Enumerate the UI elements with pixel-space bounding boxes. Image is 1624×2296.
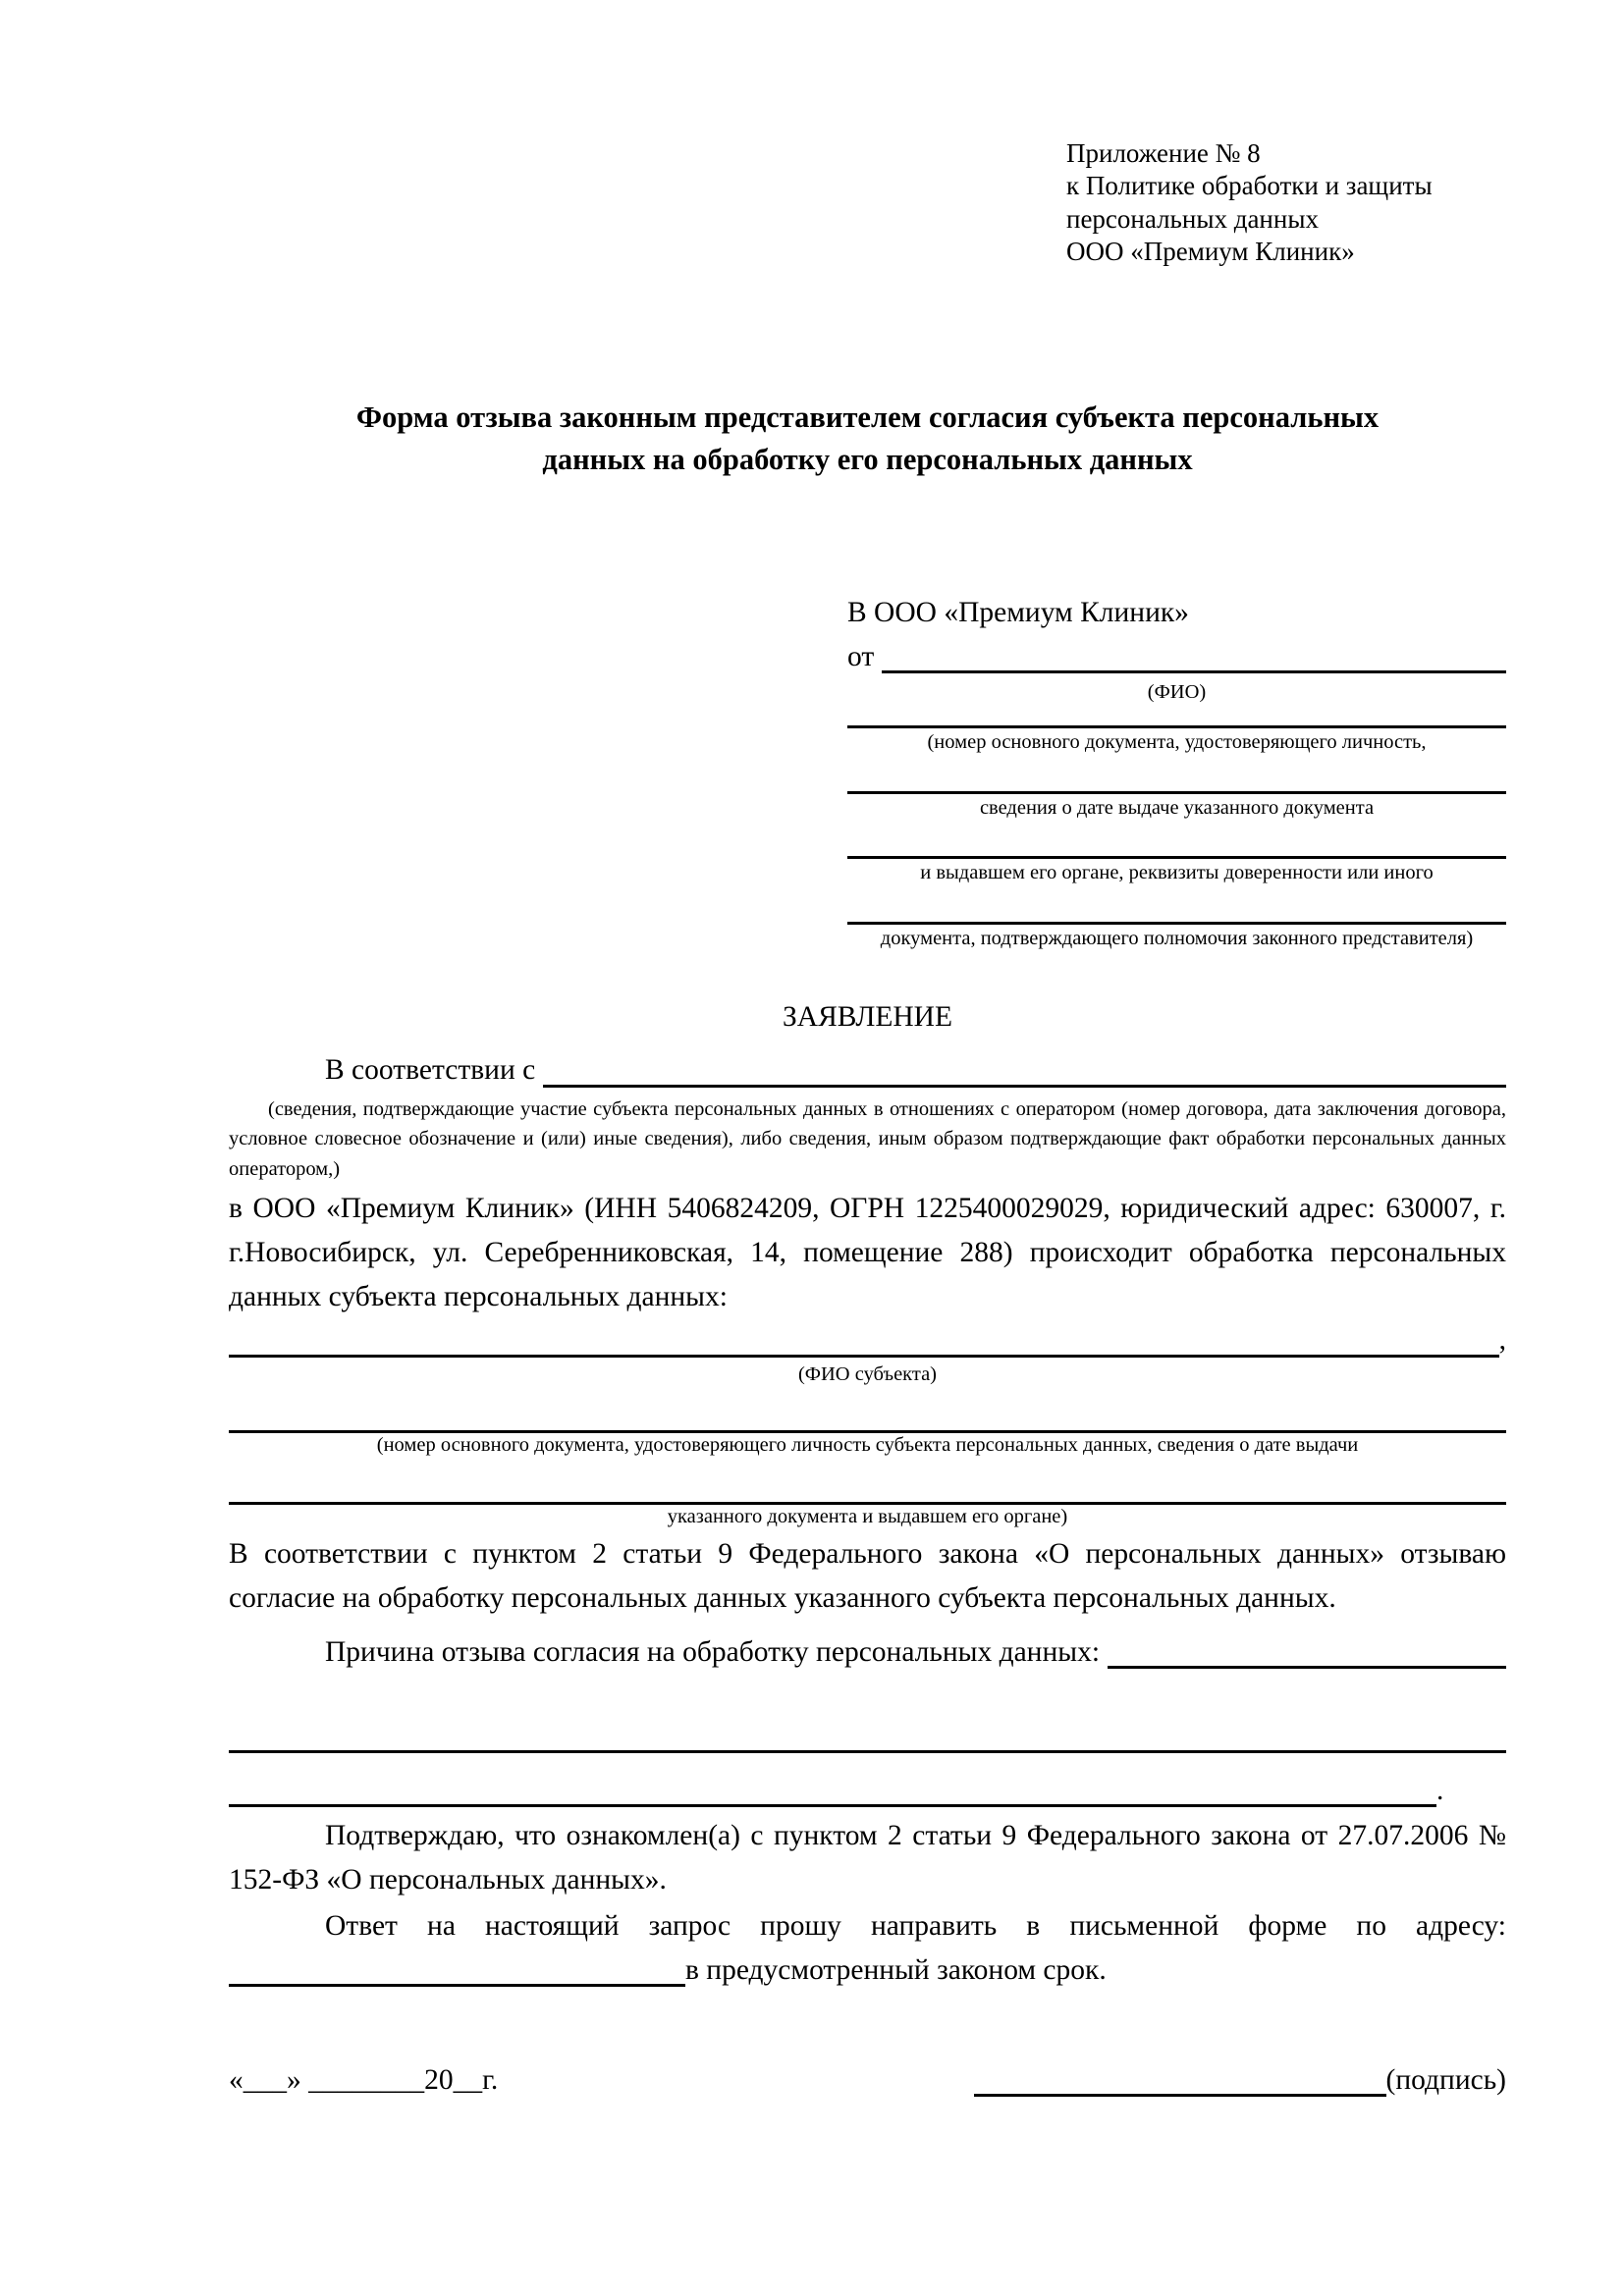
reply-suffix: в предусмотренный законом срок. [685,1953,1107,1986]
accordance-note: (сведения, подтверждающие участие субъекта персональных данных в отношениях с оператором (номер договора, дата заключения договора, условное словесное обозначение и (или) иные сведения), либо сведения, иным образом подтверждающие факт обработки персональных данных оператором,) [229,1097,1506,1181]
blank-line-doc-1 [847,706,1506,728]
appendix-line: ООО «Премиум Клиник» [1066,237,1355,267]
reason-blank-line-3 [229,1804,1436,1807]
accordance-blank-line [543,1085,1506,1088]
blank-line-doc-3 [847,821,1506,859]
from-blank-line [882,670,1506,673]
fio-caption: (ФИО) [1147,680,1207,703]
blank-line-doc-4 [847,886,1506,925]
from-label: от [847,640,875,672]
doc-caption-2: сведения о дате выдаче указанного документа [979,796,1375,819]
reason-label: Причина отзыва согласия на обработку персональных данных: [325,1635,1101,1668]
subject-fio-row [229,1318,1506,1362]
from-row [847,635,1506,678]
signature-caption: (подпись) [1385,2063,1506,2096]
appendix-line: Приложение № 8 [1066,138,1261,168]
subject-fio-blank-line [229,1355,1499,1358]
subject-doc-blank-line-1 [229,1387,1506,1433]
doc-caption-4: документа, подтверждающего полномочия законного представителя) [880,928,1474,950]
appendix-line: персональных данных [1066,203,1319,234]
form-title: Форма отзыва законным представителем согласия субъекта персональных данных на обработку его персональных данных [355,400,1380,477]
trailing-period: . [1436,1774,1444,1806]
doc-caption-1: (номер основного документа, удостоверяющего личность, [927,730,1427,753]
appendix-line: к Политике обработки и защиты [1066,171,1433,201]
subject-doc-caption-2: указанного документа и выдавшем его органе) [667,1506,1068,1528]
reason-blank-line-2 [229,1707,1506,1753]
reason-row [229,1630,1506,1674]
addressee-block [847,591,1506,952]
footer-row [229,2058,1506,2102]
reply-address-blank-line [229,1984,685,1987]
appendix-block [1066,137,1506,269]
reply-paragraph: Ответ на настоящий запрос прошу направить в письменной форме по адресу: [325,1909,1506,1942]
subject-fio-caption: (ФИО субъекта) [797,1362,937,1385]
signature-blank-line [974,2094,1386,2097]
subject-doc-blank-line-2 [229,1459,1506,1505]
subject-doc-caption-1: (номер основного документа, удостоверяющего личность субъекта персональных данных, сведения о дате выдачи [376,1434,1359,1457]
trailing-comma: , [1498,1324,1506,1357]
accordance-prefix: В соответствии с [325,1054,536,1087]
reason-blank-line [1108,1666,1506,1669]
accordance-row [229,1048,1506,1092]
date-line: «___» ________20__г. [229,2063,499,2096]
reply-address-row [229,1949,1506,1992]
doc-caption-3: и выдавшем его органе, реквизиты доверенности или иного [920,862,1434,884]
confirm-paragraph: Подтверждаю, что ознакомлен(а) с пунктом 2 статьи 9 Федерального закона от 27.07.2006 № 152-ФЗ «О персональных данных». [229,1820,1506,1896]
signature-group [974,2058,1506,2102]
statement-heading: ЗАЯВЛЕНИЕ [783,1001,952,1034]
addressee-to: В ООО «Премиум Клиник» [847,597,1189,629]
withdraw-paragraph: В соответствии с пунктом 2 статьи 9 Федерального закона «О персональных данных» отзываю согласие на обработку персональных данных указанного субъекта персональных данных. [229,1538,1506,1614]
operator-paragraph: в ООО «Премиум Клиник» (ИНН 5406824209, ОГРН 1225400029029, юридический адрес: 630007, г. г.Новосибирск, ул. Серебренниковская, 14, помещение 288) происходит обработка персональных данных субъекта персональных данных: [229,1192,1506,1312]
blank-line-doc-2 [847,756,1506,794]
reason-row-3 [229,1769,1506,1812]
